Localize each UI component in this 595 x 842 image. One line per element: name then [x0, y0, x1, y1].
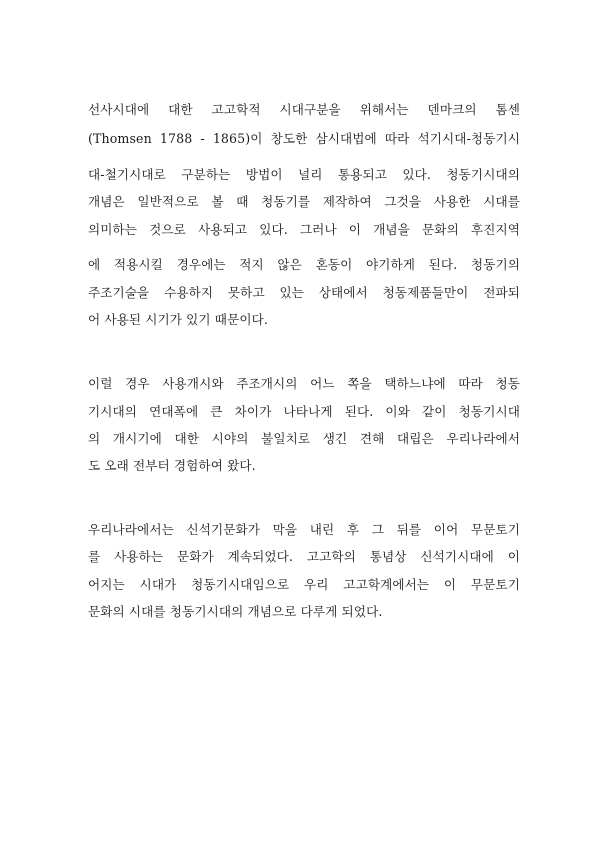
text-line: 선사시대에 대한 고고학적 시대구분을 위해서는 덴마크의 톰센 [88, 102, 520, 117]
text-line: 우리나라에서는 신석기문화가 막을 내린 후 그 뒤를 이어 무문토기 [88, 522, 520, 537]
text-line: 주조기술을 수용하지 못하고 있는 상태에서 청동제품들만이 전파되 [88, 285, 520, 300]
text-line: (Thomsen 1788 - 1865)이 창도한 삼시대법에 따라 석기시대-청동기시 [88, 131, 520, 146]
text-line: 에 적용시킬 경우에는 적지 않은 혼동이 야기하게 된다. 청동기의 [88, 257, 520, 272]
text-line: 의 개시기에 대한 시야의 불일치로 생긴 견해 대립은 우리나라에서 [88, 431, 520, 446]
text-line: 어 사용된 시기가 있기 때문이다. [88, 312, 268, 327]
text-line: 개념은 일반적으로 볼 때 청동기를 제작하여 그것을 사용한 시대를 [88, 194, 520, 209]
text-line: 기시대의 연대폭에 큰 차이가 나타나게 된다. 이와 같이 청동기시대 [88, 404, 520, 419]
text-line: 대-철기시대로 구분하는 방법이 널리 통용되고 있다. 청동기시대의 [88, 167, 520, 182]
text-line: 문화의 시대를 청동기시대의 개념으로 다루게 되었다. [88, 604, 383, 619]
text-line: 를 사용하는 문화가 계속되었다. 고고학의 통념상 신석기시대에 이 [88, 549, 520, 564]
text-line: 의미하는 것으로 사용되고 있다. 그러나 이 개념을 문화의 후진지역 [88, 222, 520, 237]
text-line: 도 오래 전부터 경험하여 왔다. [88, 458, 256, 473]
text-line: 어지는 시대가 청동기시대임으로 우리 고고학계에서는 이 무문토기 [88, 577, 520, 592]
text-line: 이럴 경우 사용개시와 주조개시의 어느 쪽을 택하느냐에 따라 청동 [88, 376, 520, 391]
